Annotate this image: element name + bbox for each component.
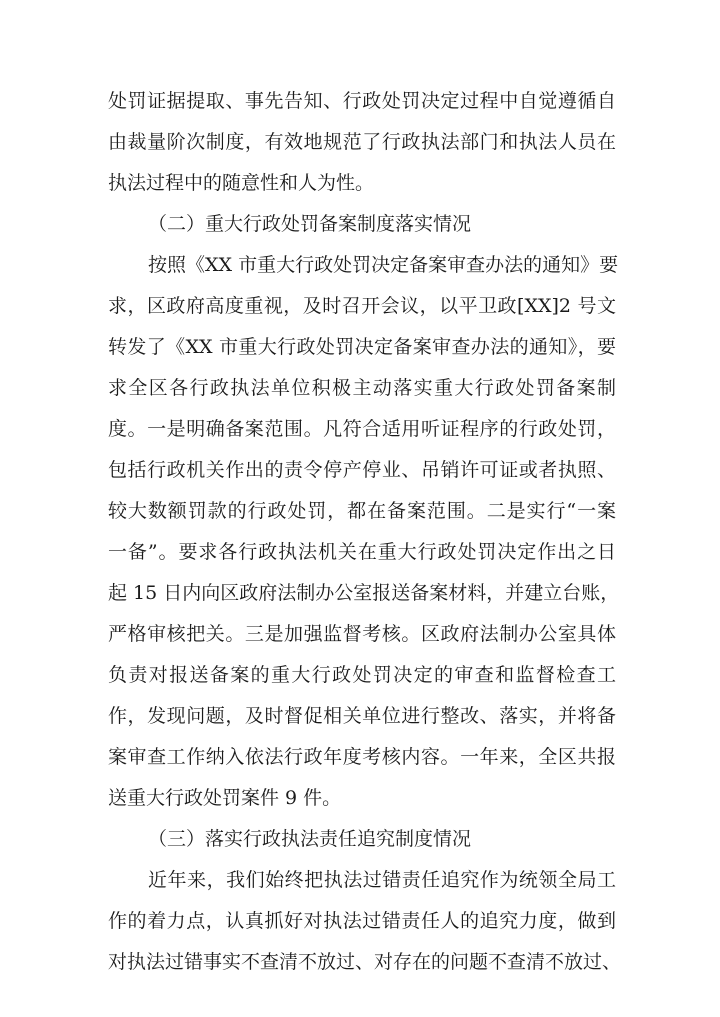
paragraph-line: 作的着力点，认真抓好对执法过错责任人的追究力度，做到 xyxy=(108,910,616,932)
paragraph-line: 作，发现问题，及时督促相关单位进行整改、落实，并将备 xyxy=(108,705,616,727)
paragraph-line: 较大数额罚款的行政处罚，都在备案范围。二是实行“一案 xyxy=(108,500,616,522)
paragraph-line: 案审查工作纳入依法行政年度考核内容。一年来，全区共报 xyxy=(108,746,616,768)
paragraph-line: 起 15 日内向区政府法制办公室报送备案材料，并建立台账， xyxy=(108,582,620,604)
section-heading: （三）落实行政执法责任追究制度情况 xyxy=(148,828,472,850)
paragraph-line: 对执法过错事实不查清不放过、对存在的问题不查清不放过、 xyxy=(108,951,622,973)
paragraph-line: 求，区政府高度重视，及时召开会议，以平卫政[XX]2 号文 xyxy=(108,295,616,317)
paragraph-line: 送重大行政处罚案件 9 件。 xyxy=(108,787,342,809)
paragraph-line: 由裁量阶次制度，有效地规范了行政执法部门和执法人员在 xyxy=(108,131,616,153)
paragraph-line: 转发了《XX 市重大行政处罚决定备案审查办法的通知》，要 xyxy=(108,336,616,358)
paragraph-line: 度。一是明确备案范围。凡符合适用听证程序的行政处罚， xyxy=(108,418,616,440)
paragraph-line: 近年来，我们始终把执法过错责任追究作为统领全局工 xyxy=(148,869,616,891)
paragraph-line: 严格审核把关。三是加强监督考核。区政府法制办公室具体 xyxy=(108,623,616,645)
paragraph-line: 求全区各行政执法单位积极主动落实重大行政处罚备案制 xyxy=(108,377,616,399)
paragraph-line: 按照《XX 市重大行政处罚决定备案审查办法的通知》要 xyxy=(148,254,619,276)
paragraph-line: 处罚证据提取、事先告知、行政处罚决定过程中自觉遵循自 xyxy=(108,90,616,112)
paragraph-line: 负责对报送备案的重大行政处罚决定的审查和监督检查工 xyxy=(108,664,616,686)
section-heading: （二）重大行政处罚备案制度落实情况 xyxy=(148,213,472,235)
paragraph-line: 包括行政机关作出的责令停产停业、吊销许可证或者执照、 xyxy=(108,459,616,481)
paragraph-line: 一备”。要求各行政执法机关在重大行政处罚决定作出之日 xyxy=(108,541,616,563)
paragraph-line: 执法过程中的随意性和人为性。 xyxy=(108,172,375,194)
